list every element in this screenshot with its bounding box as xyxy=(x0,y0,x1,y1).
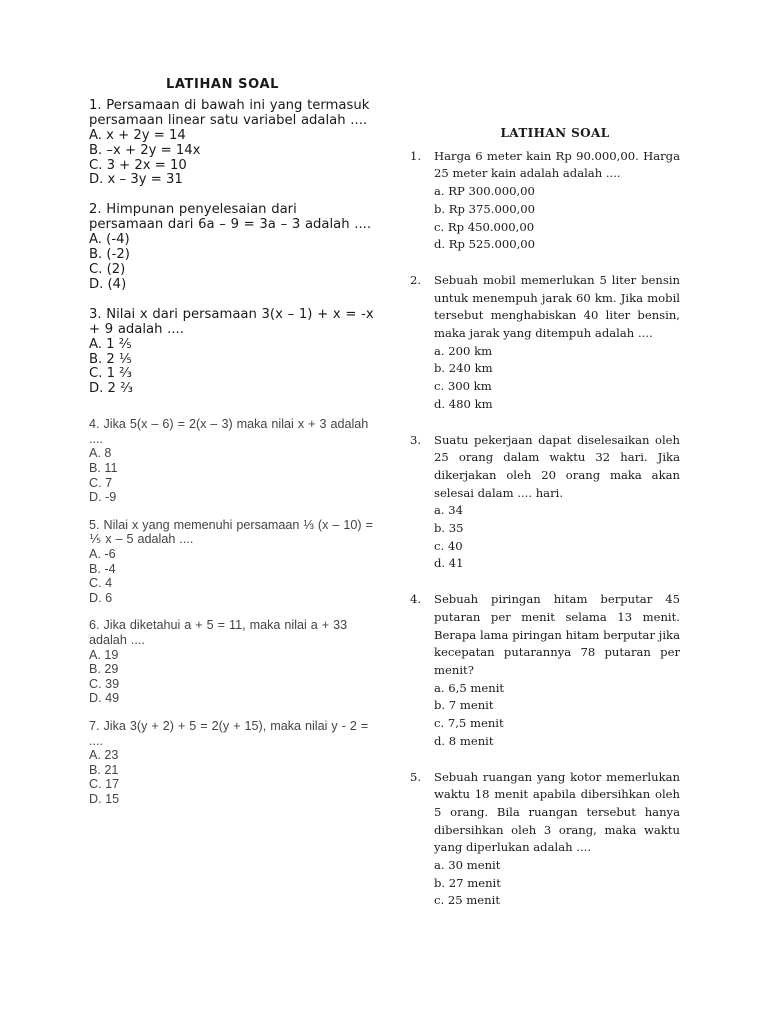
question-stem: 1. Persamaan di bawah ini yang termasuk persamaan linear satu variabel adalah .... xyxy=(89,97,370,128)
right-title: LATIHAN SOAL xyxy=(500,126,610,140)
question-stem: Sebuah mobil memerlukan 5 liter bensin untuk menempuh jarak 60 km. Jika mobil tersebut menghabiskan 40 liter bensin, maka jarak yang ditempuh adalah .... xyxy=(434,272,680,341)
question-stem: 5. Nilai x yang memenuhi persamaan ⅓ (x – 10) = ⅕ x – 5 adalah .... xyxy=(89,517,373,547)
answer-option: c. Rp 450.000,00 xyxy=(434,219,535,234)
answer-option: D. 49 xyxy=(89,691,120,706)
answer-option: B. 2 ⅕ xyxy=(89,351,132,367)
answer-option: d. Rp 525.000,00 xyxy=(434,237,536,252)
left-question-4 xyxy=(89,417,374,505)
question-body xyxy=(434,591,680,750)
left-question-3 xyxy=(89,308,374,397)
right-question-4 xyxy=(410,591,680,750)
left-question-5 xyxy=(89,518,374,606)
left-title: LATIHAN SOAL xyxy=(166,77,279,92)
answer-option: B. 11 xyxy=(89,461,118,475)
left-question-1 xyxy=(89,99,374,188)
answer-option: A. 8 xyxy=(89,446,112,461)
answer-option: a. 6,5 menit xyxy=(434,680,505,695)
answer-option: A. -6 xyxy=(89,546,116,561)
answer-option: A. (-4) xyxy=(89,232,130,248)
answer-option: c. 40 xyxy=(434,538,463,553)
question-stem: 4. Jika 5(x – 6) = 2(x – 3) maka nilai x + 3 adalah .... xyxy=(89,417,369,446)
answer-option: C. (2) xyxy=(89,261,126,277)
answer-option: a. 200 km xyxy=(434,343,493,358)
answer-option: a. 30 menit xyxy=(434,858,501,873)
answer-option: D. 2 ⅔ xyxy=(89,381,133,397)
answer-option: c. 7,5 menit xyxy=(434,716,504,731)
answer-option: B. -4 xyxy=(89,561,116,576)
right-question-5 xyxy=(410,769,680,911)
question-number: 2. xyxy=(410,272,422,287)
right-column xyxy=(410,125,680,928)
left-question-list xyxy=(89,99,374,807)
answer-option: b. 240 km xyxy=(434,361,493,376)
question-stem: Harga 6 meter kain Rp 90.000,00. Harga 25 meter kain adalah adalah .... xyxy=(434,148,680,181)
answer-option: b. 27 menit xyxy=(434,875,501,890)
answer-option: d. 41 xyxy=(434,556,464,571)
answer-option: b. 7 menit xyxy=(434,698,494,713)
left-question-6 xyxy=(89,618,374,706)
right-question-list xyxy=(410,148,680,910)
answer-option: C. 1 ⅔ xyxy=(89,366,132,382)
answer-option: B. (-2) xyxy=(89,247,130,263)
right-question-1 xyxy=(410,148,680,254)
answer-option: d. 8 menit xyxy=(434,733,494,748)
answer-option: B. –x + 2y = 14x xyxy=(89,142,201,158)
question-stem: 6. Jika diketahui a + 5 = 11, maka nilai a + 33 adalah .... xyxy=(89,618,348,647)
right-question-2 xyxy=(410,272,680,414)
answer-option: a. RP 300.000,00 xyxy=(434,184,535,199)
answer-option: b. 35 xyxy=(434,521,464,536)
question-stem: 2. Himpunan penyelesaian dari persamaan dari 6a – 9 = 3a – 3 adalah .... xyxy=(89,202,372,233)
answer-option: C. 7 xyxy=(89,475,113,490)
question-body xyxy=(434,432,680,574)
question-body xyxy=(434,769,680,911)
answer-option: C. 4 xyxy=(89,576,113,591)
question-number: 3. xyxy=(410,432,422,447)
answer-option: A. 23 xyxy=(89,748,119,763)
answer-option: d. 480 km xyxy=(434,396,493,411)
answer-option: c. 300 km xyxy=(434,379,492,394)
answer-option: D. x – 3y = 31 xyxy=(89,172,183,188)
left-question-2 xyxy=(89,203,374,292)
question-stem: Suatu pekerjaan dapat diselesaikan oleh 25 orang dalam waktu 32 hari. Jika dikerjakan oleh 20 orang maka akan selesai dalam .... hari. xyxy=(434,432,680,500)
answer-option: A. 19 xyxy=(89,647,119,662)
answer-option: C. 17 xyxy=(89,777,120,792)
question-body xyxy=(434,148,680,254)
question-stem: 7. Jika 3(y + 2) + 5 = 2(y + 15), maka nilai y - 2 = .... xyxy=(89,718,369,748)
answer-option: a. 34 xyxy=(434,503,464,518)
answer-option: A. 1 ⅖ xyxy=(89,336,132,352)
answer-option: D. (4) xyxy=(89,276,127,292)
question-stem: Sebuah piringan hitam berputar 45 putaran per menit selama 13 menit. Berapa lama piringan hitam berputar jika kecepatan putarannya 78 putaran per menit? xyxy=(434,592,680,677)
answer-option: C. 3 + 2x = 10 xyxy=(89,157,187,173)
right-question-3 xyxy=(410,432,680,574)
question-number: 5. xyxy=(410,769,422,784)
question-number: 4. xyxy=(410,592,422,607)
answer-option: B. 21 xyxy=(89,762,119,777)
answer-option: C. 39 xyxy=(89,676,120,691)
answer-option: b. Rp 375.000,00 xyxy=(434,201,536,216)
left-column xyxy=(89,78,374,819)
answer-option: B. 29 xyxy=(89,662,119,677)
answer-option: D. 15 xyxy=(89,791,120,806)
question-body xyxy=(434,272,680,414)
question-number: 1. xyxy=(410,148,422,163)
answer-option: A. x + 2y = 14 xyxy=(89,127,186,143)
answer-option: D. 6 xyxy=(89,590,113,605)
question-stem: 3. Nilai x dari persamaan 3(x – 1) + x = -x + 9 adalah .... xyxy=(89,306,374,337)
question-stem: Sebuah ruangan yang kotor memerlukan waktu 18 menit apabila dibersihkan oleh 5 orang. Bila ruangan tersebut hanya dibersihkan oleh 3 orang, maka waktu yang diperlukan adalah .... xyxy=(434,769,680,855)
answer-option: c. 25 menit xyxy=(434,893,500,908)
answer-option: D. -9 xyxy=(89,490,117,505)
left-question-7 xyxy=(89,719,374,807)
